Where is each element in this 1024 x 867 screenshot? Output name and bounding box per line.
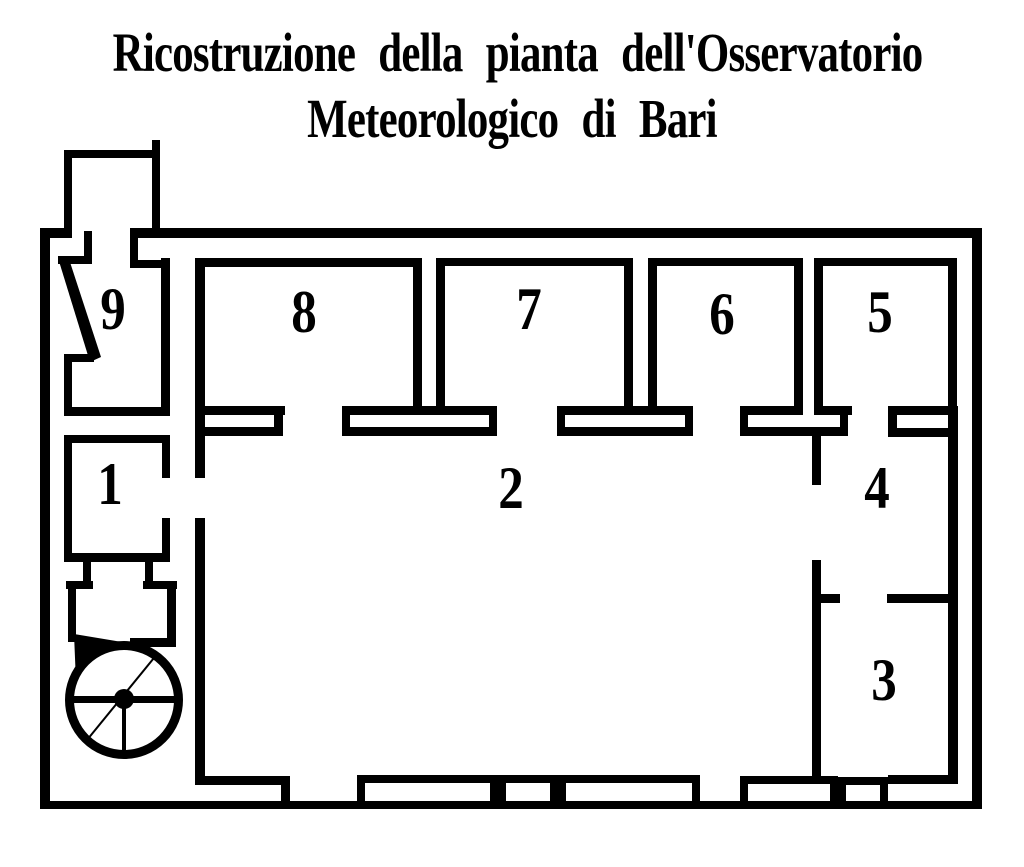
spiral-staircase [68, 646, 180, 756]
spine-wall [195, 258, 205, 784]
figure-title-line-2: Meteorologico di Bari [307, 88, 717, 149]
room-7-label: 7 [516, 276, 542, 344]
room-9-diagonal-wall [58, 256, 101, 362]
room-9-label: 9 [100, 276, 126, 344]
facade-windows [357, 775, 888, 809]
room-2-label: 2 [498, 455, 524, 523]
floor-plan-walls [40, 140, 982, 809]
room-6-label: 6 [709, 281, 735, 349]
room-8-label: 8 [291, 279, 317, 347]
room-3-label: 3 [871, 647, 897, 715]
room-1-label: 1 [97, 451, 123, 519]
figure-title-line-1: Ricostruzione della pianta dell'Osservatorio [112, 22, 923, 83]
room-labels [97, 276, 897, 714]
staircase-newel-post [114, 689, 134, 709]
entrance-annex-walls [64, 140, 160, 268]
corridor-wall-piers [195, 406, 958, 485]
room-4-label: 4 [864, 455, 890, 523]
room-5-label: 5 [867, 279, 893, 347]
